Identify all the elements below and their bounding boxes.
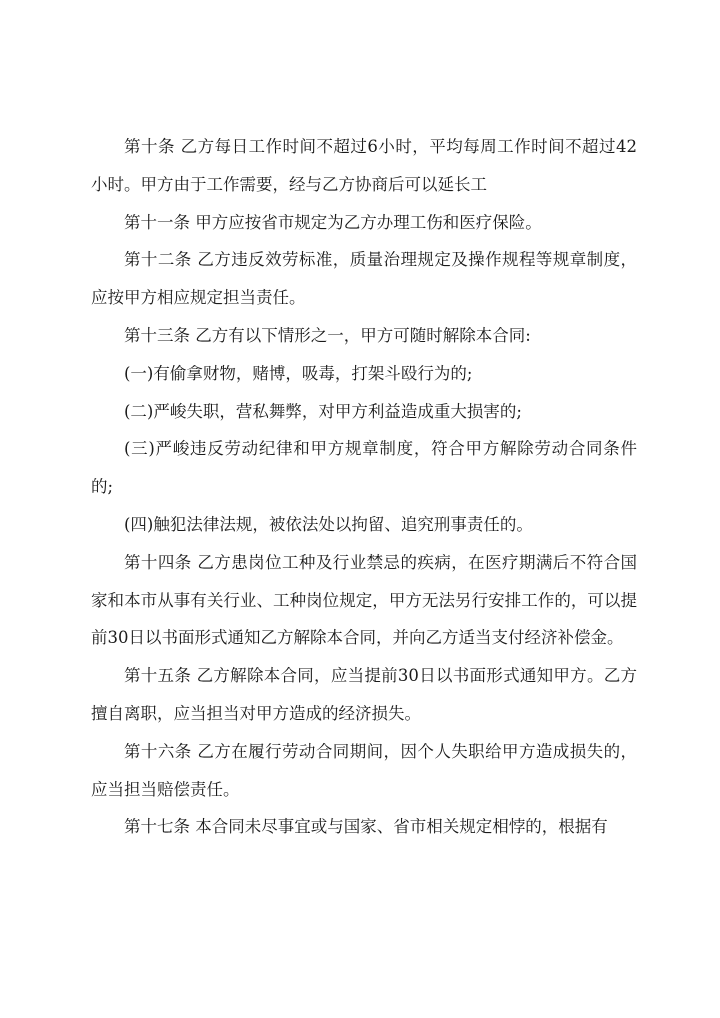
clause-13-item-3: (三)严峻违反劳动纪律和甲方规章制度，符合甲方解除劳动合同条件的; (91, 439, 637, 497)
clause-13: 第十三条 乙方有以下情形之一，甲方可随时解除本合同: (124, 325, 531, 345)
clause-15: 第十五条 乙方解除本合同，应当提前30日以书面形式通知甲方。乙方擅自离职，应当担当对甲方造成的经济损失。 (91, 666, 637, 723)
clause-12: 第十二条 乙方违反效劳标准，质量治理规定及操作规程等规章制度，应按甲方相应规定担当责任。 (91, 250, 637, 308)
clause-13-item-1: (一)有偷拿财物，赌博，吸毒，打架斗殴行为的; (124, 363, 473, 383)
clause-17: 第十七条 本合同未尽事宜或与国家、省市相关规定相悖的，根据有 (124, 817, 608, 837)
clause-13-item-4: (四)触犯法律法规，被依法处以拘留、追究刑事责任的。 (124, 514, 533, 534)
document-body (91, 128, 637, 846)
clause-16: 第十六条 乙方在履行劳动合同期间，因个人失职给甲方造成损失的，应当担当赔偿责任。 (91, 741, 637, 799)
clause-11: 第十一条 甲方应按省市规定为乙方办理工伤和医疗保险。 (124, 212, 542, 232)
clause-13-item-2: (二)严峻失职，营私舞弊，对甲方利益造成重大损害的; (124, 401, 522, 421)
clause-10: 第十条 乙方每日工作时间不超过6小时，平均每周工作时间不超过42小时。甲方由于工作需要，经与乙方协商后可以延长工 (91, 137, 637, 194)
clause-14: 第十四条 乙方患岗位工种及行业禁忌的疾病，在医疗期满后不符合国家和本市从事有关行业、工种岗位规定，甲方无法另行安排工作的，可以提前30日以书面形式通知乙方解除本合同，并向乙方适当支付经济补偿金。 (91, 552, 637, 648)
